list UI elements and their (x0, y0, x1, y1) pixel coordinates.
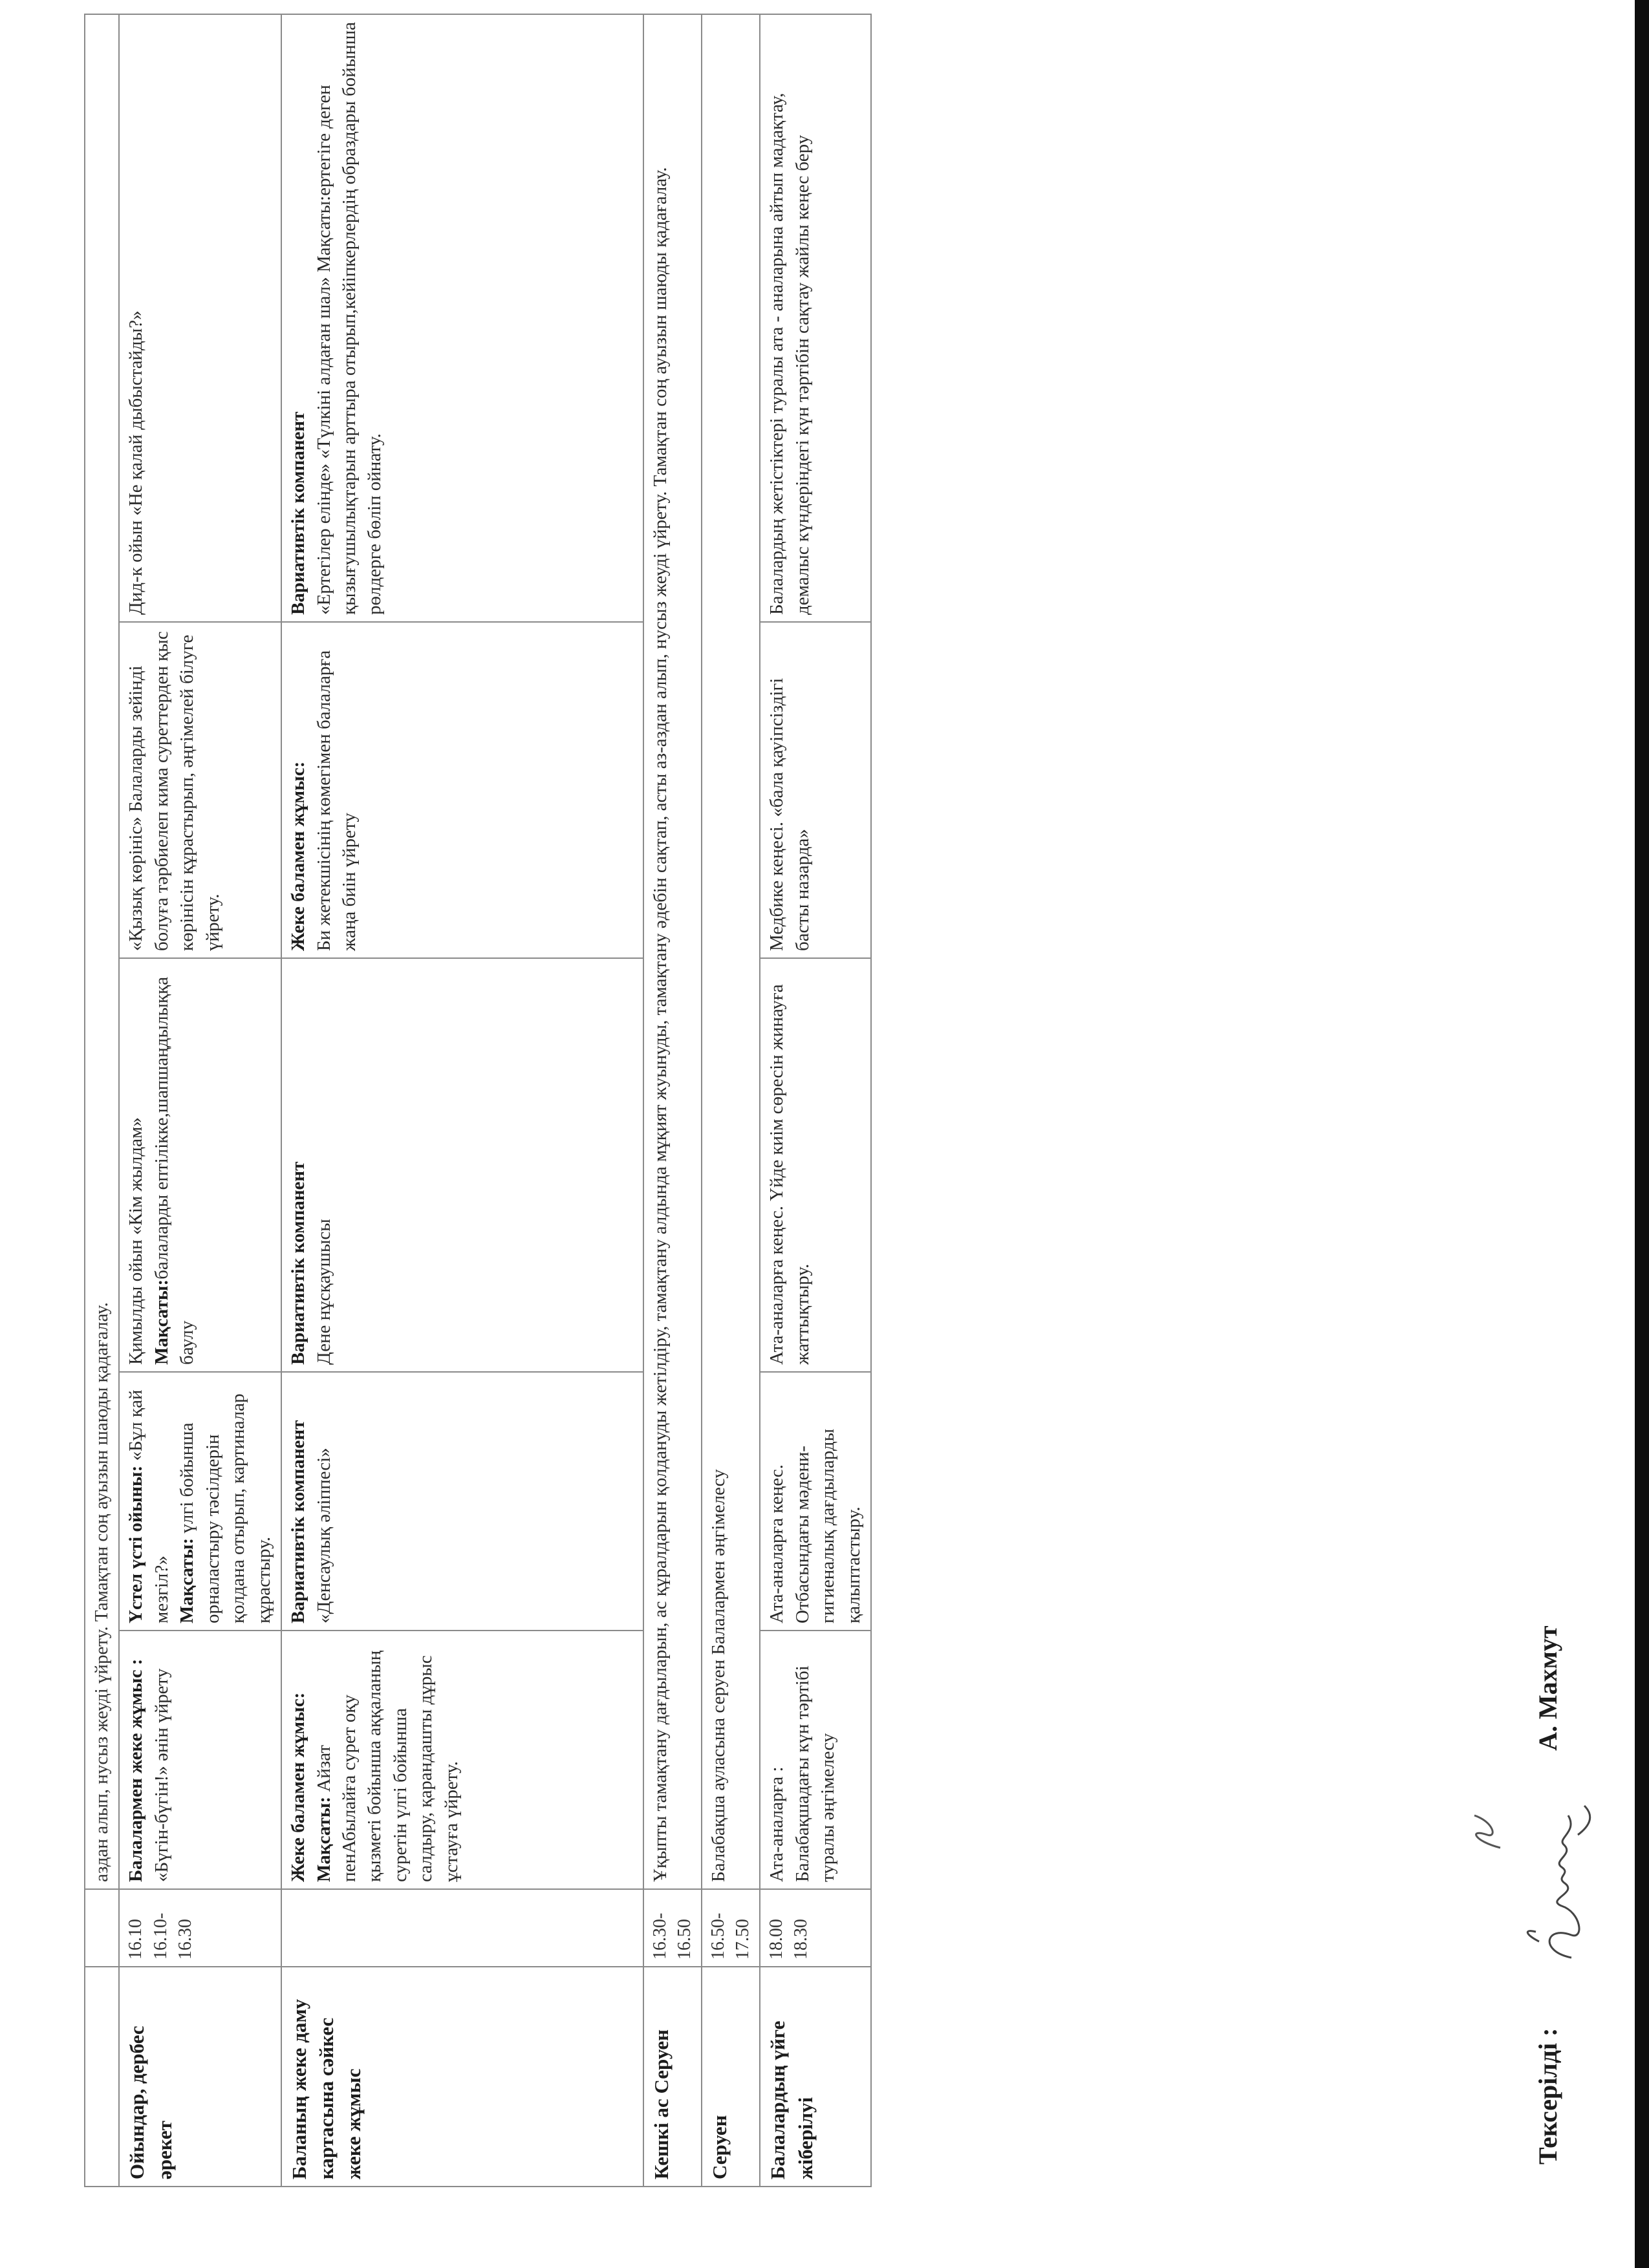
time-dinner: 16.30-16.50 (643, 1889, 702, 1967)
table-row-continuation (85, 14, 119, 2187)
games-tue-goal-label: Мақсаты: (177, 1537, 198, 1623)
time-games-1: 16.10 (125, 1919, 146, 1960)
section-individual: Баланың жеке даму картасына сәйкес жеке жұмыс (281, 1967, 643, 2187)
games-wed (119, 958, 281, 1372)
games-fri: Дид-к ойын «Не қалай дыбыстайды?» (119, 14, 281, 622)
individual-thu (281, 622, 643, 958)
games-tue-title: Үстел үсті ойыны: (125, 1465, 147, 1623)
signature (1500, 1796, 1604, 1964)
table-row-dinner (643, 14, 702, 2187)
individual-wed-title: Вариативтік компанент (288, 1161, 309, 1365)
home-thu: Медбике кеңесі. «бала қауіпсіздігі басты назарда» (760, 622, 871, 958)
individual-wed (281, 958, 643, 1372)
individual-mon-goal-label: Мақсаты: (313, 1796, 334, 1882)
games-mon-title: Балалармен жеке жұмыс : (125, 1658, 147, 1882)
footer (1513, 613, 1604, 2165)
individual-mon-goal: Айзат пенАбылайға сурет оқу қызметі бойынша аққаланың суретін үлгі бойынша салдыру, қарандашты дұрыс ұстауға үйрету. (313, 1650, 462, 1882)
section-home: Балалардың үйге жіберілуі (760, 1967, 871, 2187)
games-mon-text: «Бүгін-бүгін!» әнін үйрету (151, 1668, 172, 1882)
checked-label: Тексерілді : (1533, 2027, 1562, 2165)
individual-wed-text: Дене нұсқаушысы (313, 1219, 334, 1365)
section-dinner: Кешкі ас Серуен (643, 1967, 702, 2187)
home-mon: Ата-аналарға : Балабақшадағы күн тәртібі туралы әңгімелесу (760, 1631, 871, 1889)
games-wed-goal-label: Мақсаты: (151, 1279, 172, 1365)
time-games (119, 1889, 281, 1967)
home-wed: Ата-аналарға кеңес. Үйде киім сөресін жинауға жаттықтыру. (760, 958, 871, 1372)
individual-tue-title: Вариативтік компанент (288, 1420, 309, 1623)
individual-thu-text: Би жетекшісінің көмегімен балаларға жаңа биін үйрету (313, 650, 360, 951)
individual-fri (281, 14, 643, 622)
individual-tue (281, 1372, 643, 1631)
table-row-individual (281, 14, 643, 2187)
signer-name: А. Махмут (1533, 1625, 1562, 1751)
section-games: Ойындар, дербес әрекет (119, 1967, 281, 2187)
games-thu: «Қызық көрініс» Балаларды зейінді болуға тәрбиелеп кима суреттерден қыс көрінісін құрастырып, әңгімелей білуге үйрету. (119, 622, 281, 958)
games-wed-text: Қимылды ойын «Кім жылдам» (125, 1117, 147, 1365)
individual-thu-title: Жеке баламен жұмыс: (288, 761, 309, 951)
games-mon (119, 1631, 281, 1889)
daily-plan-table (84, 14, 872, 2187)
individual-tue-text: «Денсаулық әліппесі» (313, 1448, 334, 1623)
games-tue (119, 1372, 281, 1631)
games-wed-goal: балаларды ептілікке,шапшаңдылыққа баулу (151, 976, 198, 1365)
scan-edge-bar (1635, 0, 1649, 2268)
walk-text: Балабақша ауласына серуен Балалармен әңгімелесу (702, 14, 760, 1889)
time-home: 18.00 18.30 (760, 1889, 871, 1967)
home-tue: Ата-аналарға кеңес. Отбасындағы мәдени-гигиеналық дағдыларды қалыптастыру. (760, 1372, 871, 1631)
individual-mon (281, 1631, 643, 1889)
table-row-games (119, 14, 281, 2187)
table-row-walk (702, 14, 760, 2187)
section-walk: Серуен (702, 1967, 760, 2187)
table-row-home (760, 14, 871, 2187)
individual-mon-title: Жеке баламен жұмыс: (288, 1692, 309, 1882)
games-tue-title-rest: «Бұл қай мезгіл?» (125, 1389, 172, 1623)
time-games-2: 16.10-16.30 (150, 1912, 195, 1960)
individual-fri-text: «Ертегілер елінде» «Түлкіні алдаған шал» Мақсаты:ертегіге деген қызығушылықтарын арттыра отырып,кейіпкерлердің образдары бойынша рөлдерге бөліп ойнату. (313, 21, 385, 615)
individual-fri-title: Вариативтік компанент (288, 411, 309, 615)
games-tue-goal: үлгі бойынша орналастыру тәсілдерін қолдана отырып, картиналар құрастыру. (177, 1393, 274, 1623)
continuation-text: аздан алып, нусыз жеуді үйрету. Тамақтан соң ауызын шаюды қадағалау. (85, 14, 119, 1889)
home-fri: Балалардың жетістіктері туралы ата - аналарына айтып мадақтау, демалыс күндеріндегі күн тәртібін сақтау жайлы кеңес беру (760, 14, 871, 622)
dinner-text: Ұқыпты тамақтану дағдыларын, ас құралдарын қолдануды жетілдіру, тамақтану алдында мұқият жуынуды, тамақтану әдебін сақтап, асты аз-аздан алып, нусыз жеуді үйрету. Тамақтан соң ауызын шаюды қадағалау. (643, 14, 702, 1889)
time-walk: 16.50-17.50 (702, 1889, 760, 1967)
